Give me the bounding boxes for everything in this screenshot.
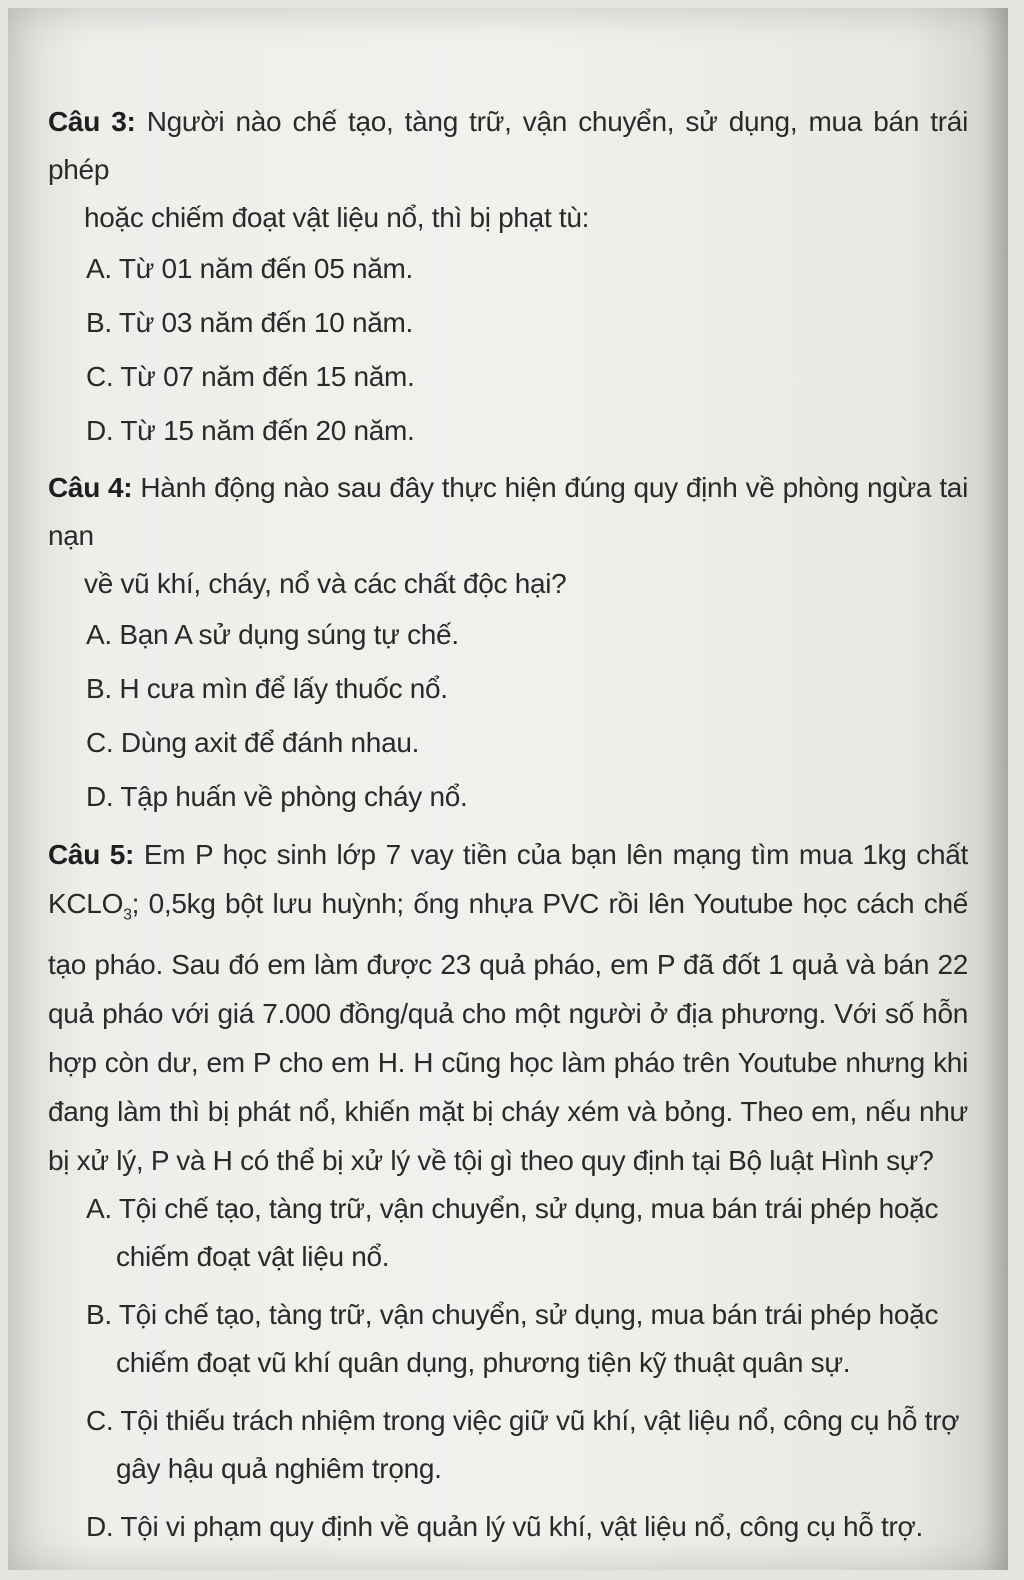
question-5-stem: Câu 5: Em P học sinh lớp 7 vay tiền của bạn lên mạng tìm mua 1kg chất $KCLO_3$; 0,5kg bột lưu huỳnh; ống nhựa PVC rồi lên Youtube học cách chế tạo pháo. Sau đó em làm được 23 quả pháo, em P đã đốt 1 quả và bán 22 quả pháo với giá 7.000 đồng/quả cho một người ở địa phương. Với số hỗn hợp còn dư, em P cho em H. H cũng học làm pháo trên Youtube nhưng khi đang làm thì bị phát nổ, khiến mặt bị cháy xém và bỏng. Theo em, nếu như bị xử lý, P và H có thể bị xử lý về tội gì theo quy định tại Bộ luật Hình sự? — [48, 839, 968, 1176]
question-4-option-a: A. Bạn A sử dụng súng tự chế. — [86, 619, 459, 650]
question-5-option-c: C. Tội thiếu trách nhiệm trong việc giữ vũ khí, vật liệu nổ, công cụ hỗ trợ gây hậu quả nghiêm trọng. — [86, 1404, 960, 1484]
question-5-label: Câu 5: — [48, 839, 135, 870]
question-4-stem: Câu 4: Hành động nào sau đây thực hiện đúng quy định về phòng ngừa tai nạn — [48, 472, 968, 551]
question-3-option-d: D. Từ 15 năm đến 20 năm. — [86, 415, 415, 446]
question-3-label: Câu 3: — [48, 106, 136, 137]
question-4-option-d: D. Tập huấn về phòng cháy nổ. — [86, 781, 468, 812]
book-page — [8, 8, 1008, 1570]
question-4 — [48, 464, 968, 824]
question-5 — [48, 830, 968, 1551]
question-4-stem-cont: về vũ khí, cháy, nổ và các chất độc hại? — [84, 568, 567, 599]
question-5-option-d: D. Tội vi phạm quy định về quản lý vũ khí, vật liệu nổ, công cụ hỗ trợ. — [86, 1510, 924, 1542]
question-3-stem: Câu 3: Người nào chế tạo, tàng trữ, vận chuyển, sử dụng, mua bán trái phép — [48, 106, 968, 185]
question-4-option-c: C. Dùng axit để đánh nhau. — [86, 727, 420, 758]
page-content — [48, 98, 968, 1561]
question-3-stem-cont: hoặc chiếm đoạt vật liệu nổ, thì bị phạt tù: — [84, 202, 590, 233]
question-3 — [48, 98, 968, 458]
question-3-option-c: C. Từ 07 năm đến 15 năm. — [86, 361, 415, 392]
page-binding-shadow — [982, 8, 1008, 1570]
question-3-option-b: B. Từ 03 năm đến 10 năm. — [86, 307, 413, 338]
question-3-option-a: A. Từ 01 năm đến 05 năm. — [86, 253, 413, 284]
question-5-option-b: B. Tội chế tạo, tàng trữ, vận chuyển, sử dụng, mua bán trái phép hoặc chiếm đoạt vũ khí quân dụng, phương tiện kỹ thuật quân sự. — [86, 1298, 939, 1378]
question-5-option-a: A. Tội chế tạo, tàng trữ, vận chuyển, sử dụng, mua bán trái phép hoặc chiếm đoạt vật liệu nổ. — [86, 1192, 939, 1272]
question-4-option-b: B. H cưa mìn để lấy thuốc nổ. — [86, 673, 448, 704]
question-4-label: Câu 4: — [48, 472, 133, 503]
